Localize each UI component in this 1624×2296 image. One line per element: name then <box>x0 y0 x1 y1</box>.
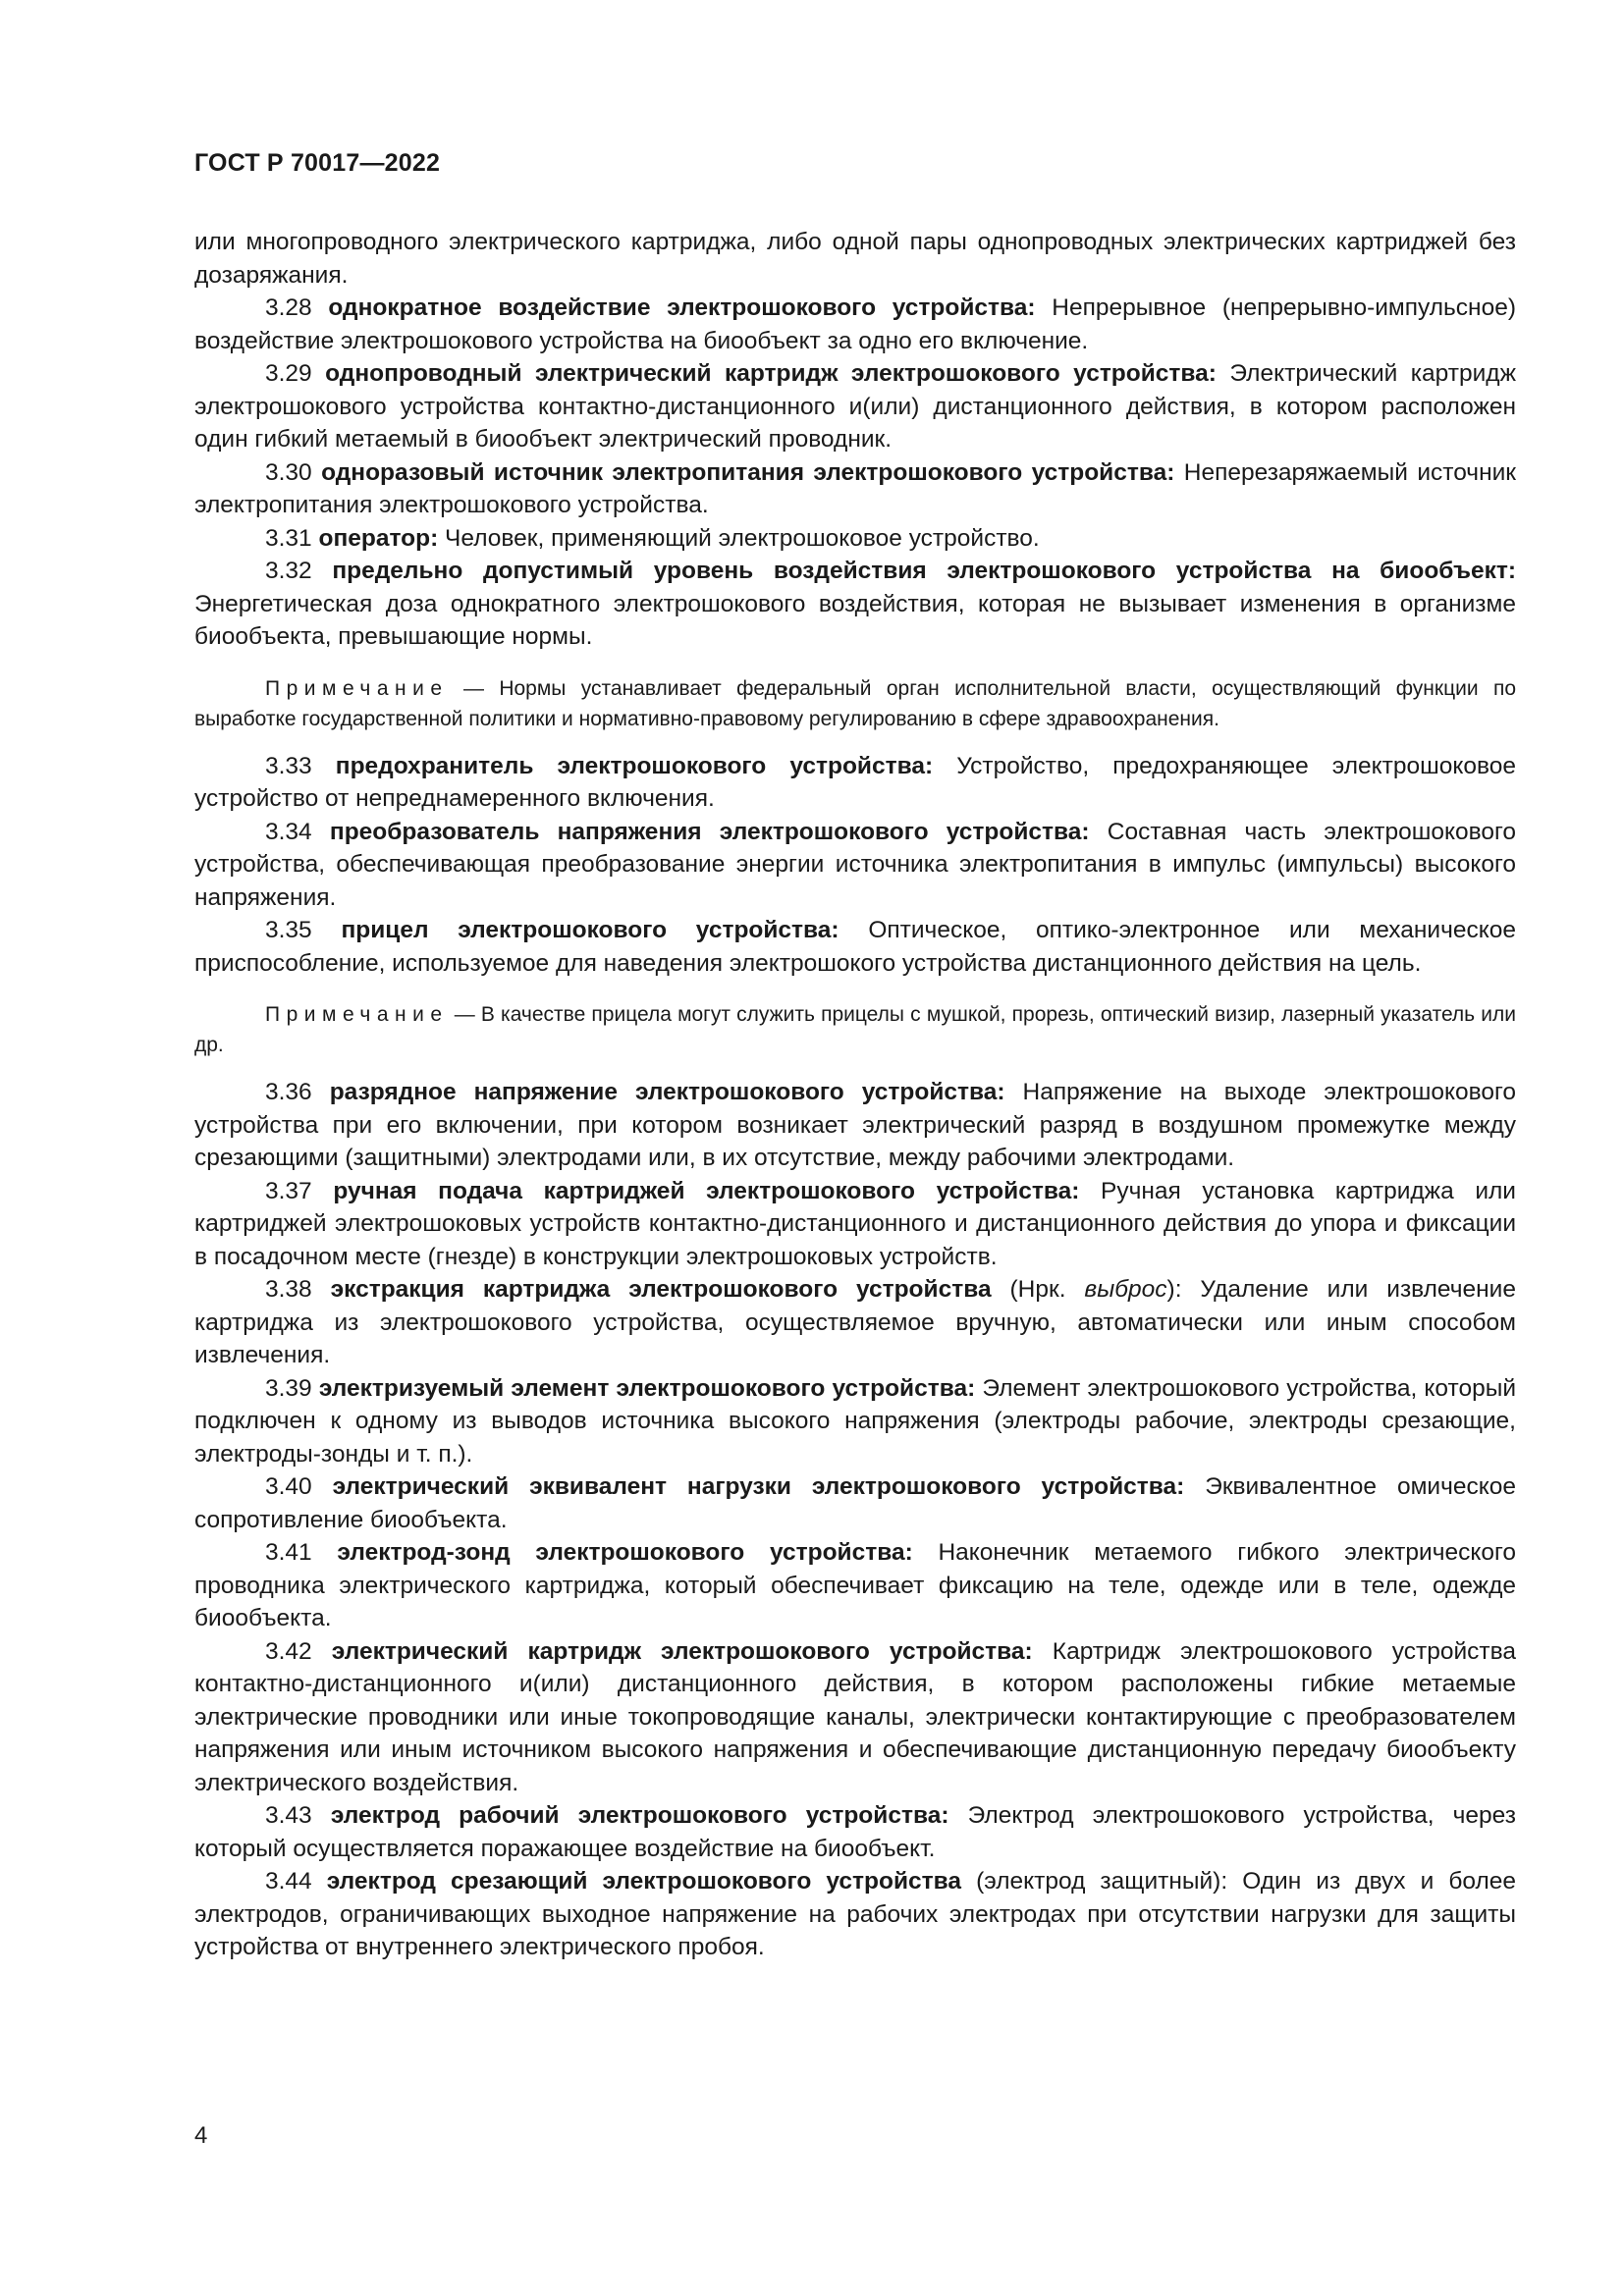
definition-number: 3.28 <box>265 294 312 321</box>
definition-text: Неперезаряжаемый источник электропитания электрошокового устройства. <box>194 458 1517 518</box>
continuation-paragraph: или многопроводного электрического картриджа, либо одной пары однопроводных электрических картриджей без дозаряжания. <box>194 229 1516 289</box>
definition-3-40 <box>194 1470 1516 1536</box>
definition-text: Непрерывное (непрерывно-импульсное) воздействие электрошокового устройства на биообъект за одно его включение. <box>194 294 1516 354</box>
document-body <box>194 226 1516 1964</box>
definition-term: оператор: <box>318 524 439 552</box>
definition-3-33 <box>194 750 1516 816</box>
definition-term: электризуемый элемент электрошокового устройства: <box>318 1374 976 1402</box>
definition-text: Ручная установка картриджа или картриджей электрошоковых устройств контактно-дистанционного и дистанционного действия до упора и фиксации в посадочном месте (гнезде) в конструкции электрошоковых устройств. <box>194 1177 1516 1270</box>
definition-number: 3.35 <box>265 917 312 943</box>
definition-number: 3.34 <box>265 818 312 845</box>
page-number: 4 <box>194 2122 208 2149</box>
definition-3-44 <box>194 1865 1516 1964</box>
document-header: ГОСТ Р 70017—2022 <box>194 149 441 177</box>
note-text: Нормы устанавливает федеральный орган исполнительной власти, осуществляющий функции по выработке государственной политики и нормативно-правовому регулированию в сфере здравоохранения. <box>194 676 1517 730</box>
definition-3-41 <box>194 1536 1516 1635</box>
definition-term: одноразовый источник электропитания электрошокового устройства: <box>321 458 1175 486</box>
definition-term: преобразователь напряжения электрошокового устройства: <box>329 818 1090 845</box>
definition-3-36 <box>194 1076 1516 1175</box>
note-label: Примечание <box>265 676 449 700</box>
definition-term: прицел электрошокового устройства: <box>341 917 839 943</box>
definition-text: Картридж электрошокового устройства контактно-дистанционного и(или) дистанционного действия, в котором расположены гибкие метаемые электрические проводники или иные токопроводящие каналы, электрически контактирующие с преобразователем напряжения или иным источником высокого напряжения и обеспечивающие дистанционную передачу биообъекту электрического воздействия. <box>194 1637 1517 1796</box>
definition-term: предельно допустимый уровень воздействия электрошокового устройства на биообъект: <box>332 558 1516 584</box>
definition-text: Электрод электрошокового устройства, через который осуществляется поражающее воздействие на биообъект. <box>194 1802 1516 1862</box>
definition-number: 3.29 <box>265 360 312 387</box>
definition-3-43 <box>194 1799 1516 1865</box>
definition-text: (электрод защитный): Один из двух и более электродов, ограничивающих выходное напряжение на рабочих электродах при отсутствии нагрузки для защиты устройства от внутреннего электрического пробоя. <box>194 1868 1517 1960</box>
definition-number: 3.38 <box>265 1276 312 1303</box>
definition-term: предохранитель электрошокового устройства: <box>335 752 934 779</box>
definition-3-32 <box>194 555 1516 654</box>
definition-3-37 <box>194 1175 1516 1274</box>
definition-term: ручная подача картриджей электрошокового устройства: <box>333 1177 1080 1204</box>
definition-text: Человек, применяющий электрошоковое устройство. <box>438 524 1040 552</box>
definition-3-34 <box>194 816 1516 915</box>
definition-3-31 <box>194 522 1516 556</box>
definition-number: 3.41 <box>265 1539 312 1566</box>
definition-text: ): Удаление или извлечение картриджа из электрошокового устройства, осуществляемое вручную, автоматически или иным способом извлечения. <box>194 1276 1516 1368</box>
definition-text: Составная часть электрошокового устройства, обеспечивающая преобразование энергии источника электропитания в импульс (импульсы) высокого напряжения. <box>194 818 1516 911</box>
note-3-35 <box>194 999 1516 1060</box>
definition-term: электрический эквивалент нагрузки электрошокового устройства: <box>332 1473 1185 1500</box>
definition-prefix: (Нрк. <box>991 1276 1085 1303</box>
definition-term: электрический картридж электрошокового устройства: <box>331 1637 1033 1665</box>
definition-3-35 <box>194 914 1516 980</box>
definition-text: Электрический картридж электрошокового устройства контактно-дистанционного и(или) дистанционного действия, в котором расположен один гибкий метаемый в биообъект электрический проводник. <box>194 360 1516 453</box>
definition-text: Эквивалентное омическое сопротивление биообъекта. <box>194 1473 1516 1533</box>
definition-term: электрод-зонд электрошокового устройства: <box>337 1539 913 1566</box>
definition-number: 3.33 <box>265 752 312 779</box>
definition-3-42 <box>194 1635 1516 1800</box>
definition-number: 3.44 <box>265 1868 312 1895</box>
definition-number: 3.31 <box>265 524 312 552</box>
definition-3-39 <box>194 1372 1516 1471</box>
definition-3-30 <box>194 456 1516 522</box>
definition-text: Энергетическая доза однократного электрошокового воздействия, которая не вызывает изменения в организме биообъекта, превышающие нормы. <box>194 590 1516 650</box>
definition-text: Элемент электрошокового устройства, который подключен к одному из выводов источника высокого напряжения (электроды рабочие, электроды срезающие, электроды-зонды и т. п.). <box>194 1374 1517 1468</box>
definition-text: Оптическое, оптико-электронное или механическое приспособление, используемое для наведения электрошокого устройства дистанционного действия на цель. <box>194 917 1516 977</box>
definition-3-38 <box>194 1273 1516 1372</box>
definition-number: 3.42 <box>265 1637 312 1665</box>
definition-3-28 <box>194 292 1516 357</box>
note-dash: — <box>448 1003 481 1026</box>
definition-term: однократное воздействие электрошокового устройства: <box>328 294 1036 321</box>
definition-number: 3.39 <box>265 1374 312 1402</box>
definition-text: Устройство, предохраняющее электрошоковое устройство от непреднамеренного включения. <box>194 752 1517 812</box>
definition-text: Наконечник метаемого гибкого электрического проводника электрического картриджа, который обеспечивает фиксацию на теле, одежде или в теле, одежде биообъекта. <box>194 1539 1517 1631</box>
definition-term: однопроводный электрический картридж электрошокового устройства: <box>325 360 1217 387</box>
definition-number: 3.43 <box>265 1802 312 1829</box>
definition-number: 3.32 <box>265 558 312 584</box>
definition-text: Напряжение на выходе электрошокового устройства при его включении, при котором возникает электрический разряд в воздушном промежутке между срезающими (защитными) электродами или, в их отсутствие, между рабочими электродами. <box>194 1079 1516 1171</box>
deprecated-term: выброс <box>1084 1276 1167 1303</box>
definition-term: экстракция картриджа электрошокового устройства <box>330 1276 992 1303</box>
note-3-32 <box>194 673 1516 734</box>
note-label: Примечание <box>265 1003 449 1026</box>
definition-term: разрядное напряжение электрошокового устройства: <box>329 1079 1005 1105</box>
note-text: В качестве прицела могут служить прицелы с мушкой, прорезь, оптический визир, лазерный указатель или др. <box>194 1003 1516 1056</box>
definition-3-29 <box>194 357 1516 456</box>
definition-number: 3.36 <box>265 1079 312 1105</box>
definition-number: 3.40 <box>265 1473 312 1500</box>
definition-number: 3.37 <box>265 1177 312 1204</box>
definition-term: электрод рабочий электрошокового устройства: <box>330 1802 949 1829</box>
note-dash: — <box>448 676 500 700</box>
definition-number: 3.30 <box>265 458 312 486</box>
definition-term: электрод срезающий электрошокового устройства <box>326 1868 962 1895</box>
